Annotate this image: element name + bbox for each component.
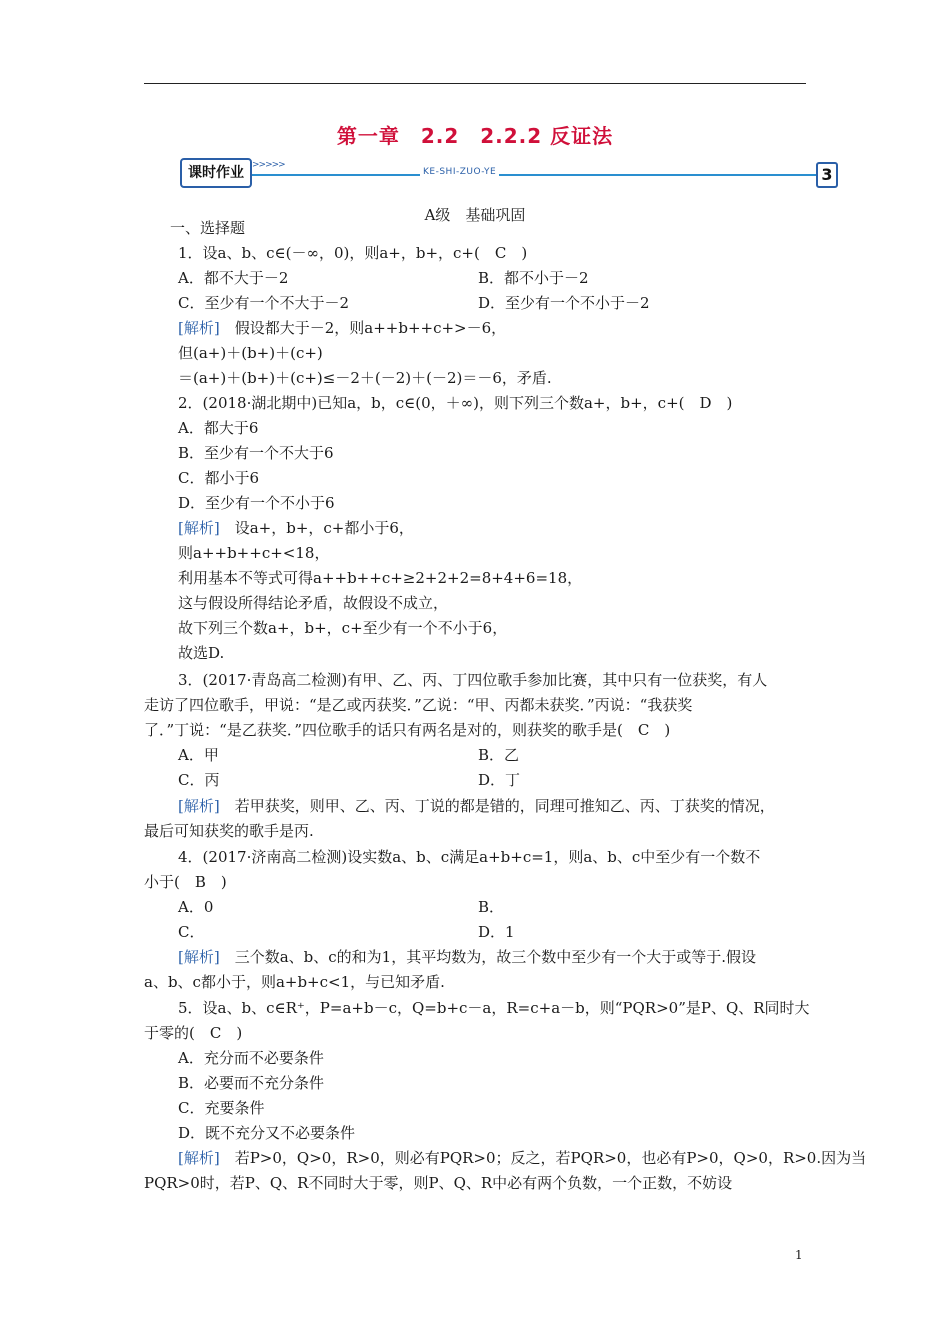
text-line bbox=[178, 418, 258, 438]
line-text: A．充分而不必要条件 bbox=[178, 1049, 324, 1067]
line-text: B．必要而不充分条件 bbox=[178, 1074, 325, 1092]
section-level: A级 基础巩固 bbox=[424, 206, 526, 224]
line-text: 4．(2017·济南高二检测)设实数a、b、c满足a+b+c=1，则a、b、c中至少有一个数不 bbox=[178, 848, 761, 866]
analysis-line bbox=[178, 318, 506, 338]
text-line bbox=[178, 368, 552, 388]
line-text: A．甲 bbox=[178, 746, 219, 764]
text-line bbox=[170, 218, 245, 238]
line-text: 5．设a、b、c∈R⁺，P=a+b－c，Q=b+c－a，R=c+a－b，则“PQR>0”是P、Q、R同时大 bbox=[178, 999, 810, 1017]
line-text: 了．”丁说：“是乙获奖．”四位歌手的话只有两名是对的，则获奖的歌手是( C ) bbox=[144, 721, 671, 739]
analysis-tag: [解析] bbox=[178, 1149, 220, 1167]
line-text: B．都不小于－2 bbox=[478, 269, 589, 287]
page-number: 1 bbox=[795, 1248, 803, 1262]
text-line bbox=[178, 543, 329, 563]
text-line bbox=[178, 643, 224, 663]
text-line bbox=[178, 468, 259, 488]
text-line bbox=[144, 821, 314, 841]
line-text: 2．(2018·湖北期中)已知a，b，c∈(0，＋∞)，则下列三个数a+，b+，c+( D ) bbox=[178, 394, 733, 412]
line-text: 一、选择题 bbox=[170, 219, 246, 237]
line-text: 故下列三个数a+，b+，c+至少有一个不小于6， bbox=[178, 619, 508, 637]
line-text: C．至少有一个不大于－2 bbox=[178, 294, 350, 312]
banner-arrows: >>>>> bbox=[252, 160, 285, 170]
text-line bbox=[144, 972, 445, 992]
line-text: C．充要条件 bbox=[178, 1099, 265, 1117]
line-text: C．都小于6 bbox=[178, 469, 260, 487]
line-text: A．都大于6 bbox=[178, 419, 259, 437]
text-line bbox=[178, 770, 219, 790]
analysis-tag: [解析] bbox=[178, 948, 220, 966]
text-line bbox=[178, 343, 323, 363]
banner-line bbox=[250, 174, 816, 176]
text-line bbox=[144, 695, 692, 715]
analysis-tag: [解析] bbox=[178, 319, 220, 337]
banner-subtitle: KE-SHI-ZUO-YE bbox=[420, 167, 499, 177]
analysis-line bbox=[178, 947, 756, 967]
line-text: a、b、c都小于，则a+b+c<1，与已知矛盾. bbox=[144, 973, 445, 991]
line-text: A．0 bbox=[178, 898, 214, 916]
text-line bbox=[178, 443, 334, 463]
page-title: 第一章 2.2 2.2.2 反证法 bbox=[336, 124, 614, 148]
text-line bbox=[178, 1073, 324, 1093]
text-line bbox=[178, 593, 448, 613]
line-text: 最后可知获奖的歌手是丙. bbox=[144, 822, 314, 840]
analysis-tag: [解析] bbox=[178, 797, 220, 815]
text-line bbox=[144, 720, 670, 740]
text-line bbox=[478, 922, 515, 942]
text-line bbox=[178, 847, 760, 867]
text-line bbox=[178, 922, 204, 942]
text-line bbox=[178, 243, 527, 263]
line-text: 若甲获奖，则甲、乙、丙、丁说的都是错的，同理可推知乙、丙、丁获奖的情况， bbox=[219, 797, 775, 815]
line-text: 故选D. bbox=[178, 644, 225, 662]
line-text: 走访了四位歌手，甲说：“是乙或丙获奖．”乙说：“甲、丙都未获奖．”丙说：“我获奖 bbox=[144, 696, 693, 714]
text-line bbox=[178, 670, 767, 690]
text-line bbox=[478, 770, 520, 790]
analysis-line bbox=[178, 518, 414, 538]
analysis-tag: [解析] bbox=[178, 519, 220, 537]
line-text: D．既不充分又不必要条件 bbox=[178, 1124, 356, 1142]
text-line bbox=[178, 568, 582, 588]
text-line bbox=[478, 745, 519, 765]
line-text: 这与假设所得结论矛盾，故假设不成立， bbox=[178, 594, 449, 612]
header-rule bbox=[144, 83, 806, 84]
line-text: B．乙 bbox=[478, 746, 520, 764]
text-line bbox=[178, 998, 810, 1018]
text-line bbox=[178, 268, 288, 288]
analysis-line bbox=[178, 796, 775, 816]
text-line bbox=[178, 745, 219, 765]
banner-label: 课时作业 bbox=[180, 158, 252, 188]
line-text: 三个数a、b、c的和为1，其平均数为，故三个数中至少有一个大于或等于.假设 bbox=[219, 948, 756, 966]
text-line bbox=[478, 268, 589, 288]
line-text: PQR>0时，若P、Q、R不同时大于零，则P、Q、R中必有两个负数，一个正数，不妨设 bbox=[144, 1174, 733, 1192]
line-text: 利用基本不等式可得a++b++c+≥2+2+2=8+4+6=18， bbox=[178, 569, 583, 587]
text-line bbox=[178, 1048, 324, 1068]
line-text: D．1 bbox=[478, 923, 515, 941]
text-line bbox=[178, 1123, 355, 1143]
line-text: 设a+，b+，c+都小于6， bbox=[219, 519, 414, 537]
line-text: ＝(a+)＋(b+)＋(c+)≤－2＋(－2)＋(－2)＝－6，矛盾. bbox=[178, 369, 552, 387]
line-text: 3．(2017·青岛高二检测)有甲、乙、丙、丁四位歌手参加比赛，其中只有一位获奖，有人 bbox=[178, 671, 768, 689]
text-line bbox=[478, 293, 650, 313]
line-text: 但(a+)＋(b+)＋(c+) bbox=[178, 344, 323, 362]
text-line bbox=[178, 393, 732, 413]
homework-banner bbox=[180, 158, 840, 190]
text-line bbox=[144, 1023, 242, 1043]
analysis-line bbox=[178, 1148, 866, 1168]
line-text: D．丁 bbox=[478, 771, 521, 789]
text-line bbox=[178, 293, 349, 313]
line-text: 则a++b++c+<18， bbox=[178, 544, 330, 562]
line-text: B．至少有一个不大于6 bbox=[178, 444, 334, 462]
line-text: 于零的( C ) bbox=[144, 1024, 243, 1042]
text-line bbox=[178, 493, 335, 513]
text-line bbox=[178, 897, 213, 917]
line-text: 若P>0，Q>0，R>0，则必有PQR>0；反之，若PQR>0，也必有P>0，Q>0，R>0.因为当 bbox=[219, 1149, 867, 1167]
text-line bbox=[178, 1098, 264, 1118]
text-line bbox=[478, 897, 504, 917]
line-text: 1．设a、b、c∈(－∞，0)，则a+，b+，c+( C ) bbox=[178, 244, 528, 262]
line-text: C．丙 bbox=[178, 771, 220, 789]
text-line bbox=[178, 618, 507, 638]
line-text: 小于( B ) bbox=[144, 873, 227, 891]
line-text: A．都不大于－2 bbox=[178, 269, 289, 287]
line-text: D．至少有一个不小于－2 bbox=[478, 294, 650, 312]
line-text: B． bbox=[478, 898, 505, 916]
line-text: D．至少有一个不小于6 bbox=[178, 494, 335, 512]
text-line bbox=[144, 872, 227, 892]
text-line bbox=[144, 1173, 732, 1193]
banner-number: 3 bbox=[816, 162, 838, 188]
line-text: C． bbox=[178, 923, 205, 941]
line-text: 假设都大于－2，则a++b++c+>－6， bbox=[219, 319, 507, 337]
